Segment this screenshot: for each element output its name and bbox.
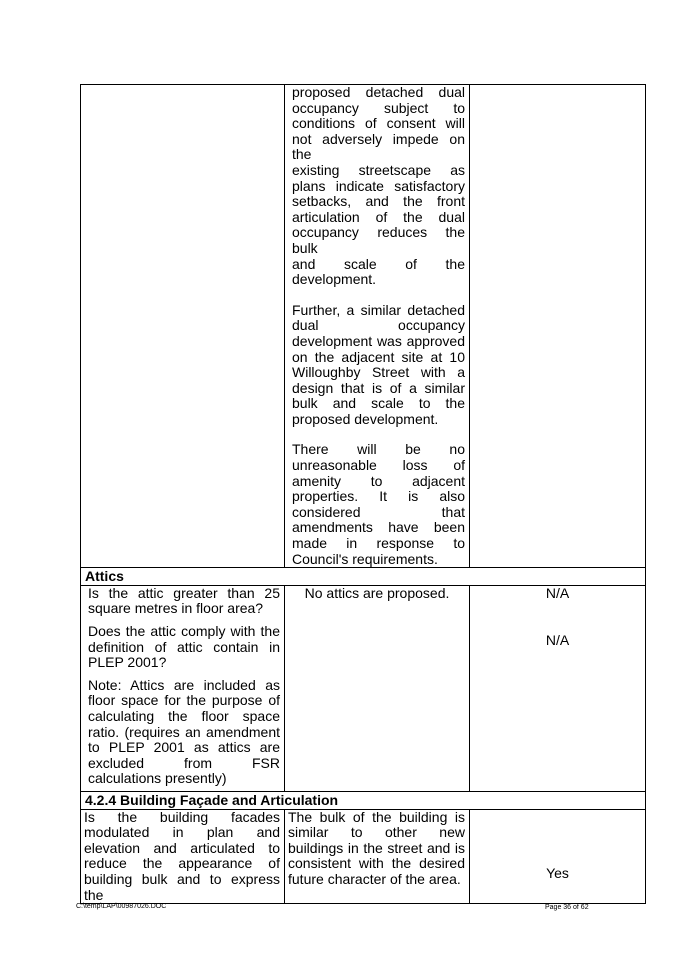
- criteria-cell-empty: [81, 85, 285, 568]
- footer-file-path: C:\temp\LAP\00987026.DOC: [76, 903, 167, 910]
- attic-response: No attics are proposed.: [304, 584, 450, 601]
- text-line: articulation of the dual: [292, 208, 465, 225]
- text-line: Council's requirements.: [292, 550, 438, 567]
- text-line: Willoughby Street with a: [292, 364, 465, 381]
- text-line: made in response to: [292, 535, 465, 552]
- attic-result-1: N/A: [545, 584, 570, 601]
- text-line: floor space for the purpose of: [88, 692, 280, 709]
- text-line: calculations presently): [88, 770, 227, 787]
- text-line: There will be no: [292, 441, 465, 458]
- attic-result-2: N/A: [545, 632, 570, 649]
- attic-question-1: [88, 586, 280, 617]
- text-line: setbacks, and the front: [292, 193, 465, 210]
- response-cell: [285, 585, 470, 791]
- facade-result: Yes: [546, 864, 569, 881]
- text-line: on the adjacent site at 10: [292, 348, 465, 365]
- text-line: and scale of the: [292, 255, 465, 272]
- response-cell: [285, 809, 470, 904]
- text-line: bulk and scale to the: [292, 395, 465, 412]
- text-line: Is the attic greater than 25: [88, 584, 280, 601]
- text-line: not adversely impede on the: [292, 130, 465, 163]
- text-line: conditions of consent will: [292, 115, 465, 132]
- text-line: ratio. (requires an amendment: [88, 723, 280, 740]
- text-line: amenity to adjacent: [292, 472, 465, 489]
- footer-page-number: Page 36 of 62: [545, 904, 589, 911]
- text-line: excluded from FSR: [88, 754, 280, 771]
- section-heading-row: [81, 568, 646, 586]
- response-cell: [285, 85, 470, 568]
- response-paragraph-2: [292, 303, 465, 428]
- section-heading-row: [81, 791, 646, 809]
- text-line: occupancy subject to: [292, 99, 465, 116]
- table-row: [81, 585, 646, 791]
- text-line: amendments have been: [292, 519, 465, 536]
- criteria-cell: [81, 809, 285, 904]
- table-row: [81, 85, 646, 568]
- attic-question-2: [88, 624, 280, 671]
- text-line: buildings in the street and is: [288, 839, 465, 856]
- text-line: Further, a similar detached: [292, 301, 465, 318]
- table-row: [81, 809, 646, 904]
- text-line: considered that: [292, 503, 465, 520]
- text-line: unreasonable loss of: [292, 457, 465, 474]
- facade-question: [84, 810, 280, 904]
- text-line: calculating the floor space: [88, 707, 280, 724]
- response-paragraph-1: [292, 85, 465, 288]
- text-line: plans indicate satisfactory: [292, 177, 465, 194]
- text-line: The bulk of the building is: [288, 808, 465, 825]
- text-line: design that is of a similar: [292, 379, 465, 396]
- text-line: Is the building facades: [84, 808, 280, 825]
- text-line: proposed development.: [292, 410, 439, 427]
- result-cell: [470, 585, 646, 791]
- attic-note: [88, 678, 280, 787]
- text-line: development was approved: [292, 332, 465, 349]
- assessment-table: [80, 84, 646, 904]
- response-paragraph-3: [292, 442, 465, 567]
- text-line: PLEP 2001?: [88, 654, 167, 671]
- text-line: dual occupancy: [292, 317, 465, 334]
- text-line: occupancy reduces the bulk: [292, 224, 465, 256]
- text-line: proposed detached dual: [292, 84, 465, 100]
- text-line: reduce the appearance of: [84, 855, 280, 872]
- text-line: existing streetscape as: [292, 161, 465, 178]
- facade-response: [288, 810, 465, 888]
- text-line: square metres in floor area?: [88, 600, 264, 617]
- text-line: similar to other new: [288, 824, 465, 841]
- result-cell: [470, 809, 646, 904]
- result-cell-empty: [470, 85, 646, 568]
- text-line: definition of attic contain in: [88, 638, 280, 655]
- text-line: consistent with the desired: [288, 855, 465, 872]
- text-line: future character of the area.: [288, 870, 461, 887]
- text-line: development.: [292, 271, 377, 288]
- section-heading-attics: Attics: [81, 568, 646, 586]
- text-line: to PLEP 2001 as attics are: [88, 739, 280, 756]
- text-line: Does the attic comply with the: [88, 623, 280, 639]
- criteria-cell: [81, 585, 285, 791]
- text-line: Note: Attics are included as: [88, 676, 280, 693]
- text-line: building bulk and to express the: [84, 870, 280, 903]
- text-line: modulated in plan and: [84, 824, 280, 841]
- section-heading-facade: 4.2.4 Building Façade and Articulation: [81, 791, 646, 809]
- text-line: properties. It is also: [292, 488, 465, 505]
- text-line: elevation and articulated to: [84, 839, 280, 856]
